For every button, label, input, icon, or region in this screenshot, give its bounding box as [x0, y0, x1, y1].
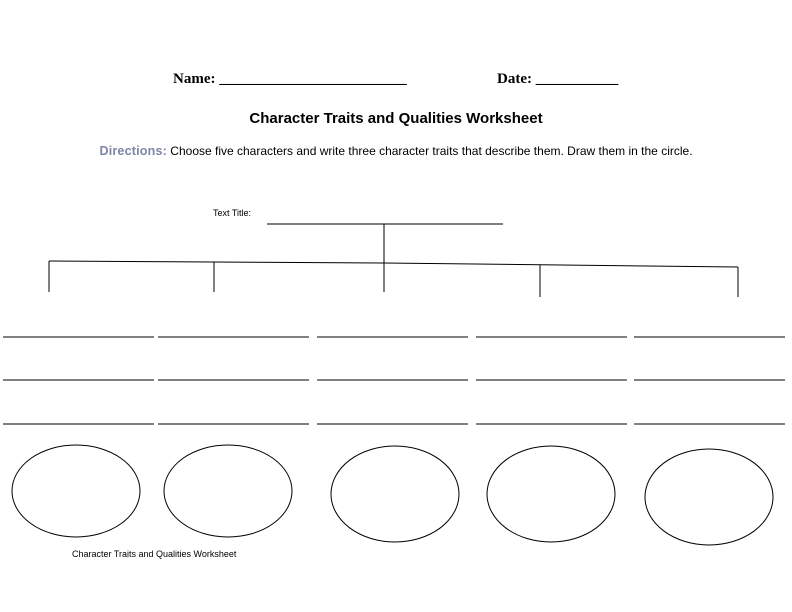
organizer-branch-right: [384, 263, 738, 267]
drawing-circle-5[interactable]: [645, 449, 773, 545]
name-label: Name: _________________________: [173, 71, 407, 87]
footer-label: Character Traits and Qualities Worksheet: [72, 549, 237, 559]
directions-text: Choose five characters and write three character traits that describe them. Draw them in the circle.: [166, 144, 693, 158]
drawing-circle-4[interactable]: [487, 446, 615, 542]
drawing-circle-3[interactable]: [331, 446, 459, 542]
page-title: Character Traits and Qualities Worksheet: [249, 110, 543, 127]
directions-label: Directions:: [99, 144, 167, 158]
organizer-branch-left: [49, 261, 384, 263]
text-title-label: Text Title:: [213, 208, 252, 218]
date-label: Date: ___________: [497, 71, 619, 87]
drawing-circle-2[interactable]: [164, 445, 292, 537]
drawing-circle-1[interactable]: [12, 445, 140, 537]
